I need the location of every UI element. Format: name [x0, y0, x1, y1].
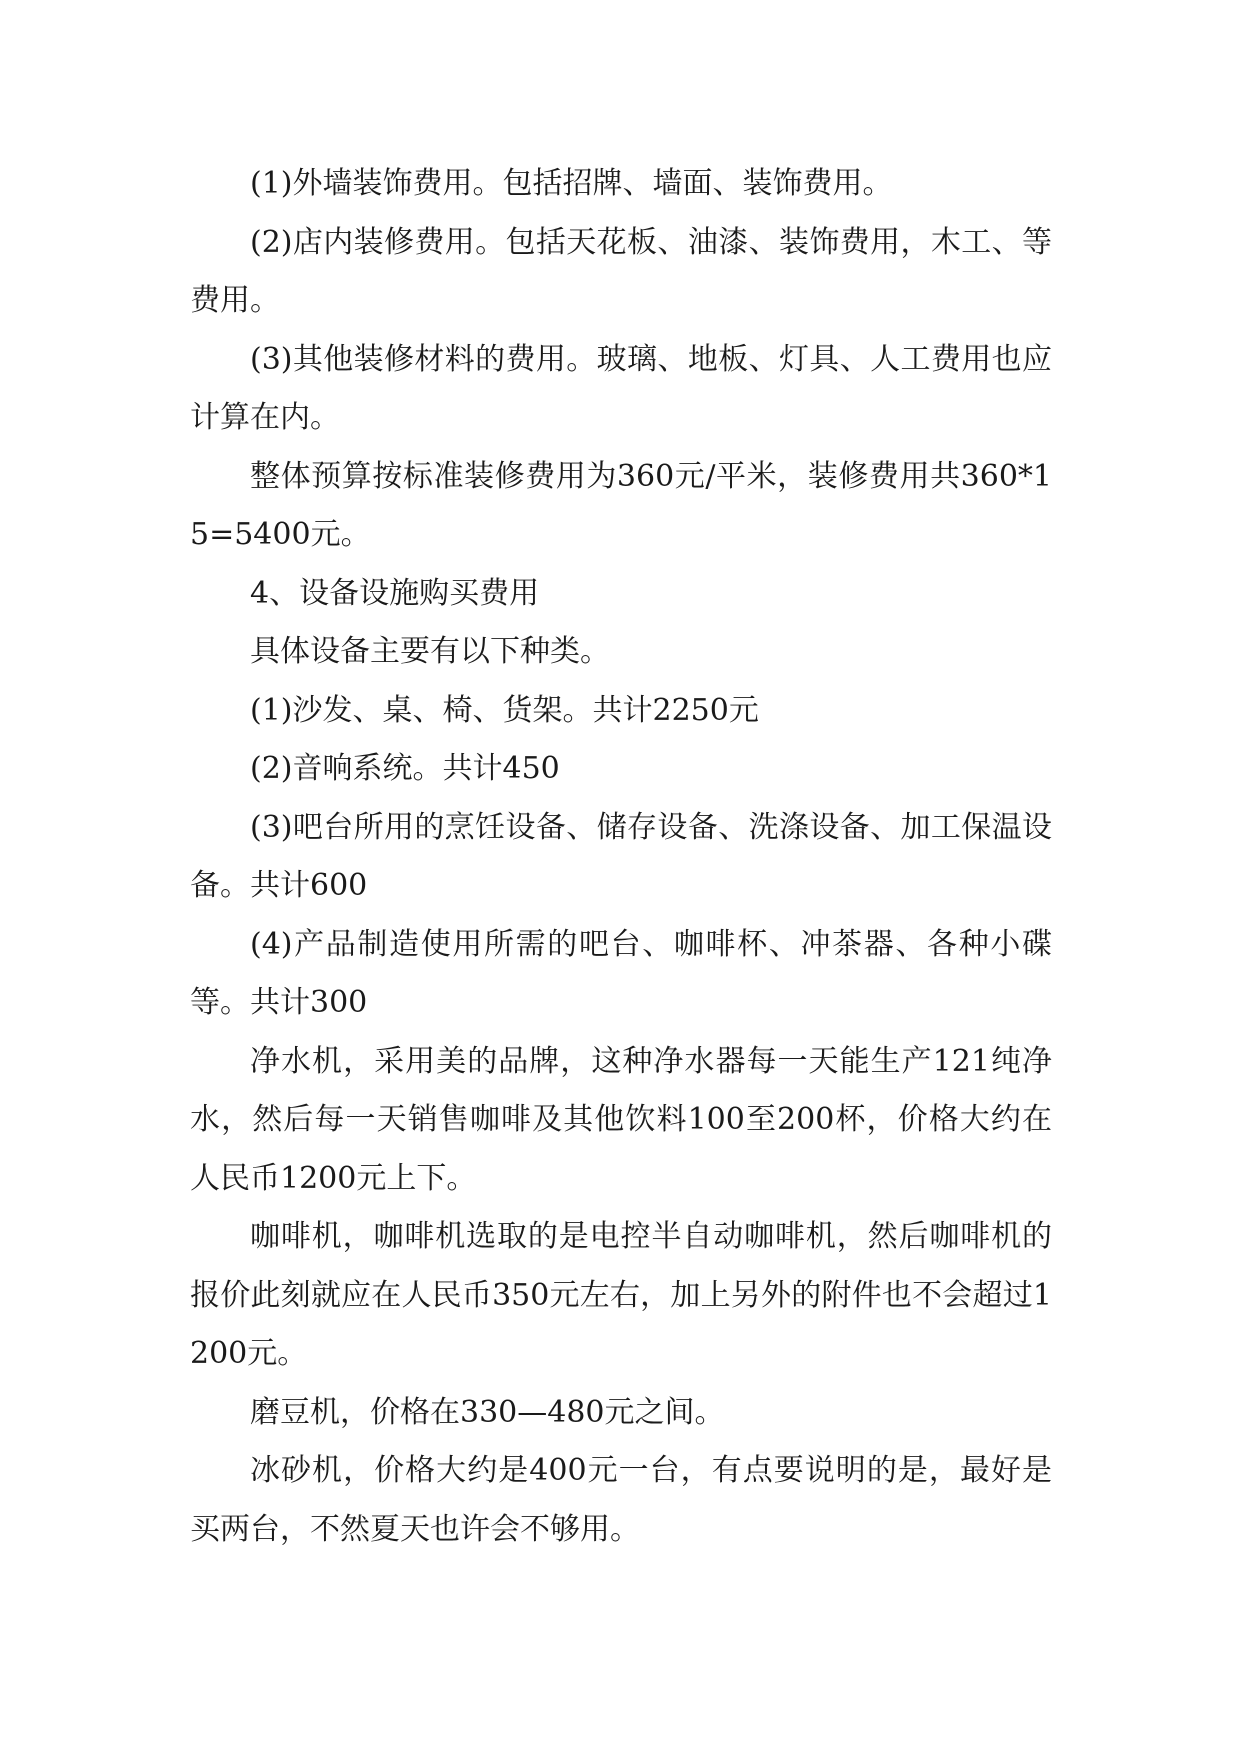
paragraph-furniture: (1)沙发、桌、椅、货架。共计2250元 [250, 692, 759, 728]
paragraph-grinder: 磨豆机，价格在330—480元之间。 [250, 1394, 725, 1430]
paragraph-ice-blender: 冰砂机，价格大约是400元一台，有点要说明的是，最好是买两台，不然夏天也许会不够用。 [190, 1453, 1052, 1547]
paragraph-exterior-wall-cost: (1)外墙装饰费用。包括招牌、墙面、装饰费用。 [250, 166, 893, 201]
paragraph-coffee-machine: 咖啡机，咖啡机选取的是电控半自动咖啡机，然后咖啡机的报价此刻就应在人民币350元左右，加上另外的附件也不会超过1200元。 [190, 1219, 1052, 1371]
paragraph-overall-budget: 整体预算按标准装修费用为360元/平米，装修费用共360*15=5400元。 [190, 458, 1052, 552]
paragraph-other-materials-cost: (3)其他装修材料的费用。玻璃、地板、灯具、人工费用也应计算在内。 [190, 341, 1052, 435]
paragraph-equipment-intro: 具体设备主要有以下种类。 [250, 634, 610, 669]
paragraph-bar-equipment: (3)吧台所用的烹饪设备、储存设备、洗涤设备、加工保温设备。共计600 [190, 809, 1052, 903]
paragraph-tableware: (4)产品制造使用所需的吧台、咖啡杯、冲茶器、各种小碟等。共计300 [190, 926, 1052, 1020]
paragraph-interior-decoration-cost: (2)店内装修费用。包括天花板、油漆、装饰费用，木工、等费用。 [190, 224, 1052, 318]
document-body [190, 155, 1052, 1559]
section-heading-equipment: 4、设备设施购买费用 [250, 575, 540, 611]
paragraph-water-purifier: 净水机，采用美的品牌，这种净水器每一天能生产121纯净水，然后每一天销售咖啡及其他饮料100至200杯，价格大约在人民币1200元上下。 [190, 1043, 1052, 1196]
paragraph-audio-system: (2)音响系统。共计450 [250, 751, 560, 786]
